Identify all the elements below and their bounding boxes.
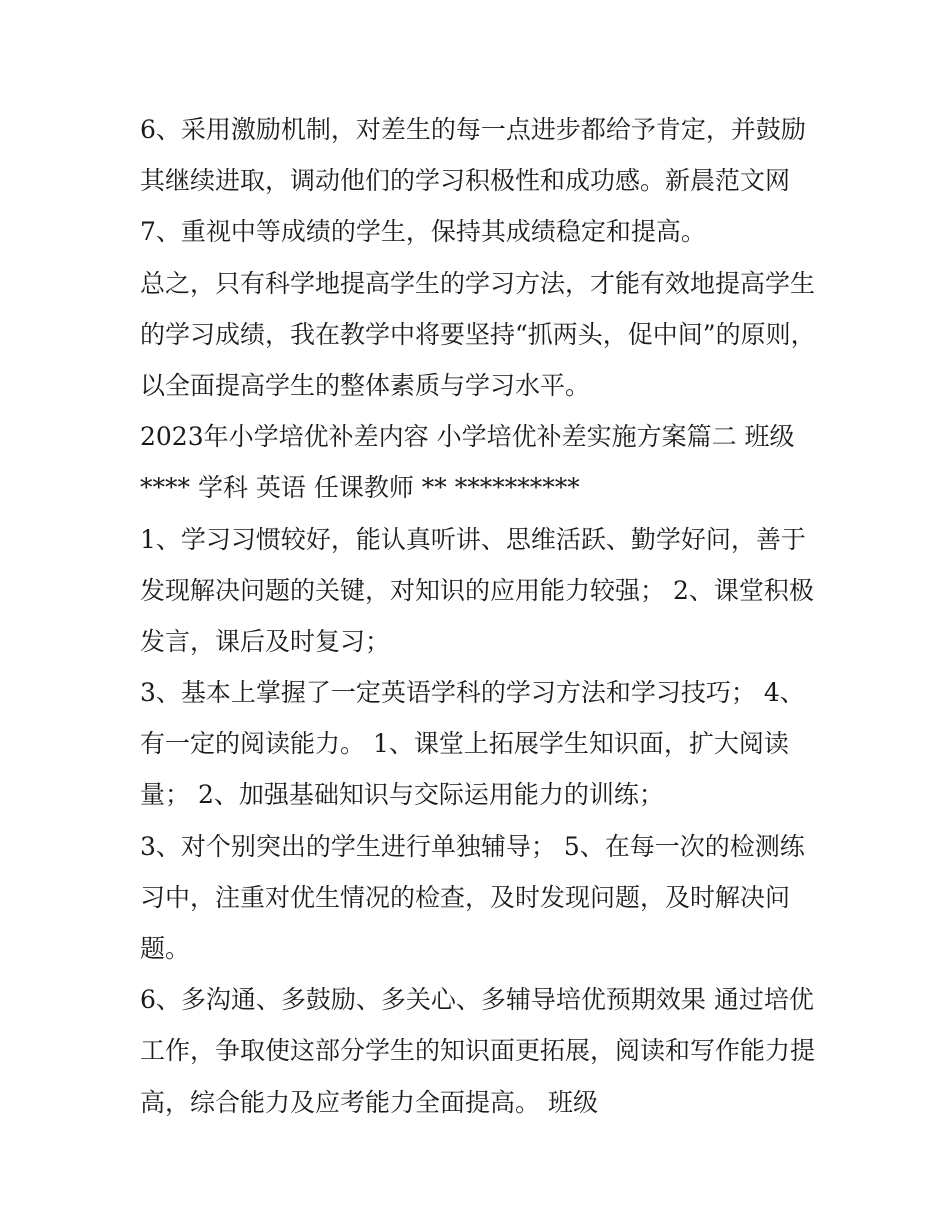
- text-line: 总之，只有科学地提高学生的学习方法，才能有效地提高学生: [140, 268, 816, 298]
- text-line: 以全面提高学生的整体素质与学习水平。: [140, 370, 591, 400]
- text-line: 发现解决问题的关键，对知识的应用能力较强； 2、课堂积极: [140, 575, 814, 605]
- text-line: 2023年小学培优补差内容 小学培优补差实施方案篇二 班级: [140, 422, 795, 452]
- text-line: 3、基本上掌握了一定英语学科的学习方法和学习技巧； 4、: [140, 678, 805, 708]
- text-line: 其继续进取，调动他们的学习积极性和成功感。新晨范文网: [140, 166, 791, 196]
- text-line: 7、重视中等成绩的学生，保持其成绩稳定和提高。: [140, 217, 706, 247]
- text-line: 发言，课后及时复习；: [140, 626, 391, 656]
- document-body: [140, 104, 820, 1128]
- text-line: 有一定的阅读能力。 1、课堂上拓展学生知识面，扩大阅读: [140, 729, 789, 759]
- text-line: 高，综合能力及应考能力全面提高。 班级: [140, 1087, 598, 1117]
- text-line: 工作，争取使这部分学生的知识面更拓展，阅读和写作能力提: [140, 1036, 816, 1066]
- text-line: 3、对个别突出的学生进行单独辅导； 5、在每一次的检测练: [140, 831, 805, 861]
- text-line: 6、采用激励机制，对差生的每一点进步都给予肯定，并鼓励: [140, 115, 806, 144]
- text-line: **** 学科 英语 任课教师 ** **********: [140, 473, 580, 503]
- text-line: 习中，注重对优生情况的检查，及时发现问题，及时解决问: [140, 882, 791, 912]
- text-line: 1、学习习惯较好，能认真听讲、思维活跃、勤学好问，善于: [140, 524, 806, 554]
- text-line: 的学习成绩，我在教学中将要坚持“抓两头，促中间”的原则，: [140, 319, 816, 349]
- text-line: 6、多沟通、多鼓励、多关心、多辅导培优预期效果 通过培优: [140, 985, 814, 1015]
- text-line: 题。: [140, 934, 191, 963]
- text-line: 量； 2、加强基础知识与交际运用能力的训练；: [140, 780, 664, 810]
